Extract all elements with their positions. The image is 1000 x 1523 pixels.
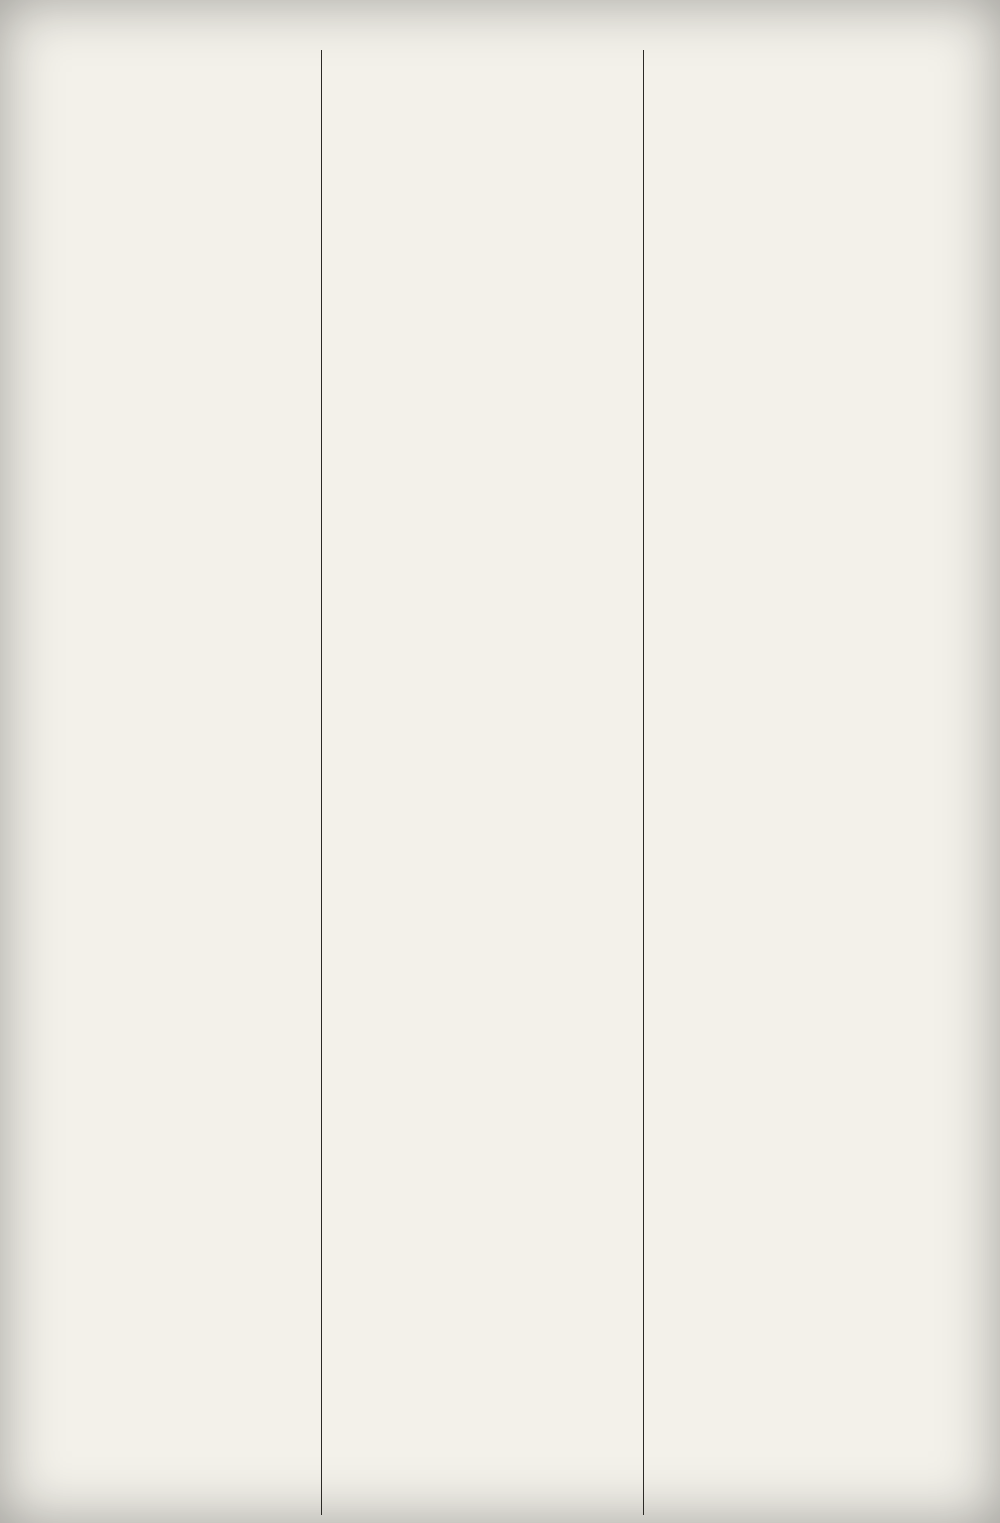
column-rule-2	[643, 50, 644, 1515]
column-2	[324, 54, 642, 1513]
column-rule-1	[321, 50, 322, 1515]
page-header	[0, 16, 1000, 50]
column-3	[648, 54, 994, 1513]
column-1	[5, 54, 321, 1513]
